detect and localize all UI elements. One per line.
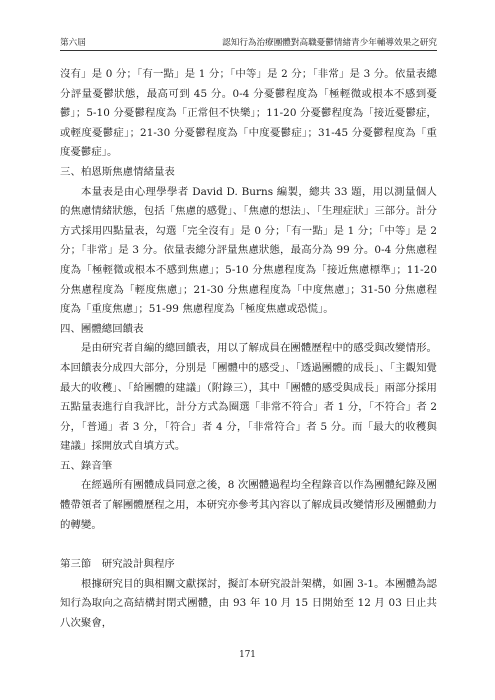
header-chapter: 第六屆 — [60, 38, 86, 48]
page-number: 171 — [239, 650, 256, 660]
heading-anxiety-scale: 三、柏恩斯焦慮情緒量表 — [60, 165, 175, 178]
heading-voice-recorder: 五、錄音筆 — [60, 459, 113, 472]
running-header — [60, 34, 437, 48]
header-rule — [60, 50, 437, 51]
header-title: 認知行為治療團體對高職憂鬱情緒青少年輔導效果之研究 — [222, 38, 437, 48]
paragraph-depression-scoring: 沒有」是 0 分；「有一點」是 1 分；「中等」是 2 分；「非常」是 3 分。依量表總分評量憂鬱狀態，最高可到 45 分。0-4 分憂鬱程度為「極輕微或根本不感到憂鬱」；5-10 分憂鬱程度為「正常但不快樂」；11-20 分憂鬱程度為「接近憂鬱症，或輕度憂鬱症」；21-30 分憂鬱程度為「中度憂鬱症」；31-45 分憂鬱程度為「重度憂鬱症」。 — [60, 68, 437, 159]
section-title: 第三節 研究設計與程序 — [60, 558, 175, 571]
paragraph-feedback-form: 是由研究者自編的總回饋表，用以了解成員在團體歷程中的感受與改變情形。本回饋表分成四大部分，分別是「團體中的感受」、「透過團體的成長」、「主觀知覺最大的收穫」、「給團體的建議」（附錄三），其中「團體的感受與成長」兩部分採用五點量表進行自我評比，計分方式為圈選「非常不符合」者 1 分，「不符合」者 2 分，「普通」者 3 分，「符合」者 4 分，「非常符合」者 5 分。而「最大的收穫與建議」採開放式自填方式。 — [60, 342, 437, 453]
paragraph-research-design: 根據研究目的與相關文獻探討，擬訂本研究設計架構，如圖 3-1。本團體為認知行為取向之高結構封閉式團體，由 93 年 10 月 15 日開始至 12 月 03 日止共八次聚會， — [60, 577, 437, 630]
paragraph-anxiety-scale: 本量表是由心理學學者 David D. Burns 編製，總共 33 題，用以測量個人的焦慮情緒狀態，包括「焦慮的感覺」、「焦慮的想法」、「生理症狀」三部分。計分方式採用四點量表，勾選「完全沒有」是 0 分；「有一點」是 1 分；「中等」是 2 分；「非常」是 3 分。依量表總分評量焦慮狀態，最高分為 99 分。0-4 分焦慮程度為「極輕微或根本不感到焦慮」；5-10 分焦慮程度為「接近焦慮標準」；11-20 分焦慮程度為「輕度焦慮」；21-30 分焦慮程度為「中度焦慮」；31-50 分焦慮程度為「重度焦慮」；51-99 焦慮程度為「極度焦慮或恐慌」。 — [60, 185, 437, 316]
paragraph-voice-recorder: 在經過所有團體成員同意之後，8 次團體過程均全程錄音以作為團體紀錄及團體帶領者了解團體歷程之用，本研究亦參考其內容以了解成員改變情形及團體動力的轉變。 — [60, 479, 437, 531]
body-text — [60, 65, 437, 634]
heading-feedback-form: 四、團體總回饋表 — [60, 322, 144, 335]
